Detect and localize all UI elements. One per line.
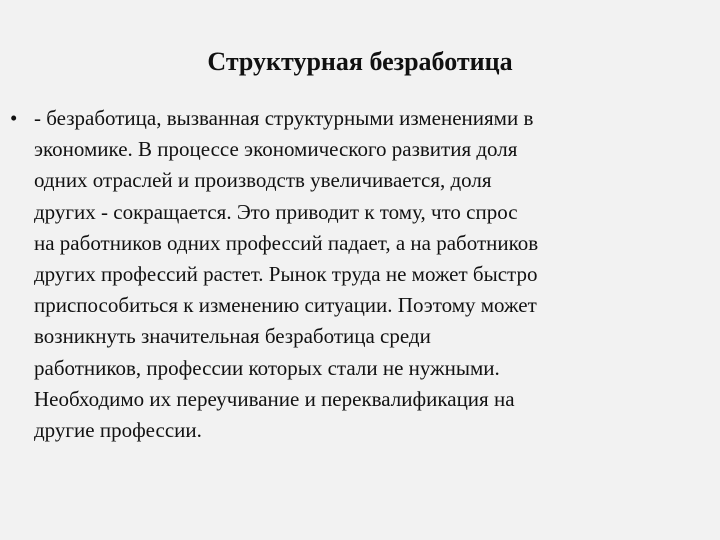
bullet-dot-icon: • bbox=[10, 106, 18, 130]
text-line: одних отраслей и производств увеличивается, доля bbox=[34, 168, 492, 193]
bullet-item bbox=[10, 103, 710, 446]
text-line: другие профессии. bbox=[34, 418, 202, 443]
text-line: экономике. В процессе экономического развития доля bbox=[34, 137, 518, 162]
text-line: приспособиться к изменению ситуации. Поэтому может bbox=[34, 293, 537, 318]
bullet-list bbox=[10, 103, 710, 446]
text-line: на работников одних профессий падает, а на работников bbox=[34, 230, 539, 255]
text-line: - безработица, вызванная структурными изменениями в bbox=[34, 106, 534, 130]
text-line: других профессий растет. Рынок труда не может быстро bbox=[34, 262, 538, 287]
text-line: работников, профессии которых стали не нужными. bbox=[34, 355, 500, 380]
text-line: других - сокращается. Это приводит к тому, что спрос bbox=[34, 199, 518, 224]
text-line: Необходимо их переучивание и переквалификация на bbox=[34, 386, 515, 411]
text-line: возникнуть значительная безработица среди bbox=[34, 324, 431, 349]
slide-title: Структурная безработица bbox=[207, 47, 513, 76]
